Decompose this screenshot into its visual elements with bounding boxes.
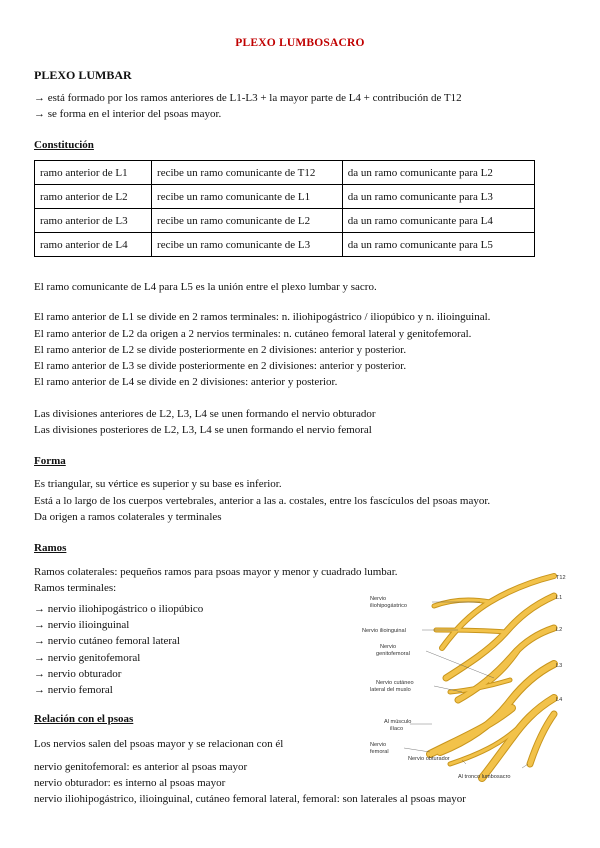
list-item: → nervio femoral [34, 684, 113, 696]
label-musculo-1: Al músculo [384, 719, 412, 725]
table-row [35, 233, 535, 257]
division-line-5: El ramo anterior de L4 se divide en 2 divisiones: anterior y posterior. [34, 376, 338, 388]
ramos-colaterales: Ramos colaterales: pequeños ramos para psoas mayor y menor y cuadrado lumbar. [34, 566, 398, 578]
union-division-posterior: Las divisiones posteriores de L2, L3, L4 se unen formando el nervio femoral [34, 424, 372, 436]
label-obturador: Nervio obturador [408, 756, 450, 762]
lumbar-plexus-figure [340, 568, 580, 790]
table-row [35, 161, 535, 185]
intro-line-2: → se forma en el interior del psoas mayor. [34, 108, 222, 120]
relacion-line-2: nervio obturador: es interno al psoas mayor [34, 777, 226, 789]
relacion-line-1: nervio genitofemoral: es anterior al psoas mayor [34, 761, 248, 773]
level-label-t12: T12 [556, 575, 566, 581]
forma-line-1: Es triangular, su vértice es superior y su base es inferior. [34, 478, 282, 490]
union-division-anterior: Las divisiones anteriores de L2, L3, L4 se unen formando el nervio obturador [34, 408, 376, 420]
table-cell: recibe un ramo comunicante de L1 [152, 185, 343, 209]
relacion-line-3: nervio iliohipogástrico, ilioinguinal, cutáneo femoral lateral, femoral: son laterales al psoas mayor [34, 793, 466, 805]
table-cell: ramo anterior de L4 [35, 233, 152, 257]
tronco-nerve [530, 714, 554, 764]
label-femoral-1: Nervio [370, 742, 387, 748]
ramos-terminales-label: Ramos terminales: [34, 582, 117, 594]
level-label-l2: L2 [556, 627, 563, 633]
femoral-nerve [430, 708, 512, 754]
level-labels [556, 575, 566, 703]
list-item: → nervio iliohipogástrico o iliopúbico [34, 603, 204, 615]
division-line-2: El ramo anterior de L2 da origen a 2 nervios terminales: n. cutáneo femoral lateral y genitofemoral. [34, 328, 472, 340]
union-note: El ramo comunicante de L4 para L5 es la unión entre el plexo lumbar y sacro. [34, 281, 377, 293]
label-iliohipo-2: iliohipogástrico [370, 603, 408, 609]
label-iliohipo-1: Nervio [370, 596, 387, 602]
label-musculo-2: ilíaco [390, 726, 404, 732]
table-cell: ramo anterior de L2 [35, 185, 152, 209]
constitucion-heading: Constitución [34, 139, 94, 151]
intro-line-1: → está formado por los ramos anteriores de L1-L3 + la mayor parte de L4 + contribución de T12 [34, 92, 462, 104]
section-heading: PLEXO LUMBAR [34, 68, 132, 82]
leader-line [522, 764, 528, 768]
label-femoral-2: femoral [370, 749, 389, 755]
forma-line-3: Da origen a ramos colaterales y terminales [34, 511, 222, 523]
page-title: PLEXO LUMBOSACRO [235, 37, 365, 49]
leader-line [404, 748, 430, 752]
list-item: → nervio obturador [34, 668, 122, 680]
level-label-l1: L1 [556, 595, 563, 601]
table-cell: ramo anterior de L1 [35, 161, 152, 185]
list-item: → nervio cutáneo femoral lateral [34, 635, 180, 647]
ramos-heading: Ramos [34, 542, 67, 554]
list-item: → nervio genitofemoral [34, 652, 141, 664]
relacion-heading: Relación con el psoas [34, 713, 134, 725]
division-line-1: El ramo anterior de L1 se divide en 2 ramos terminales: n. iliohipogástrico / iliopúbico y n. ilioinguinal. [34, 311, 491, 323]
table-cell: da un ramo comunicante para L5 [342, 233, 534, 257]
table-cell: da un ramo comunicante para L2 [342, 161, 534, 185]
label-ilioinguinal: Nervio ilioinguinal [362, 628, 406, 634]
label-cutaneo-1: Nervio cutáneo [376, 680, 414, 686]
constitucion-table [34, 160, 535, 257]
table-cell: ramo anterior de L3 [35, 209, 152, 233]
level-label-l4: L4 [556, 697, 563, 703]
table-row [35, 209, 535, 233]
label-tronco: Al tronco lumbosacro [458, 774, 511, 780]
table-row [35, 185, 535, 209]
division-line-4: El ramo anterior de L3 se divide posteriormente en 2 divisiones: anterior y posterior. [34, 360, 407, 372]
label-cutaneo-2: lateral del muslo [370, 687, 411, 693]
label-genito-1: Nervio [380, 644, 397, 650]
table-cell: recibe un ramo comunicante de L2 [152, 209, 343, 233]
forma-heading: Forma [34, 455, 66, 467]
relacion-intro: Los nervios salen del psoas mayor y se relacionan con él [34, 738, 284, 750]
label-genito-2: genitofemoral [376, 651, 410, 657]
table-cell: recibe un ramo comunicante de T12 [152, 161, 343, 185]
level-label-l3: L3 [556, 663, 563, 669]
table-cell: da un ramo comunicante para L4 [342, 209, 534, 233]
table-cell: da un ramo comunicante para L3 [342, 185, 534, 209]
division-line-3: El ramo anterior de L2 se divide posteriormente en 2 divisiones: anterior y posterior. [34, 344, 407, 356]
table-cell: recibe un ramo comunicante de L3 [152, 233, 343, 257]
list-item: → nervio ilioinguinal [34, 619, 130, 631]
forma-line-2: Está a lo largo de los cuerpos vertebrales, anterior a las a. costales, entre los fascículos del psoas mayor. [34, 495, 491, 507]
